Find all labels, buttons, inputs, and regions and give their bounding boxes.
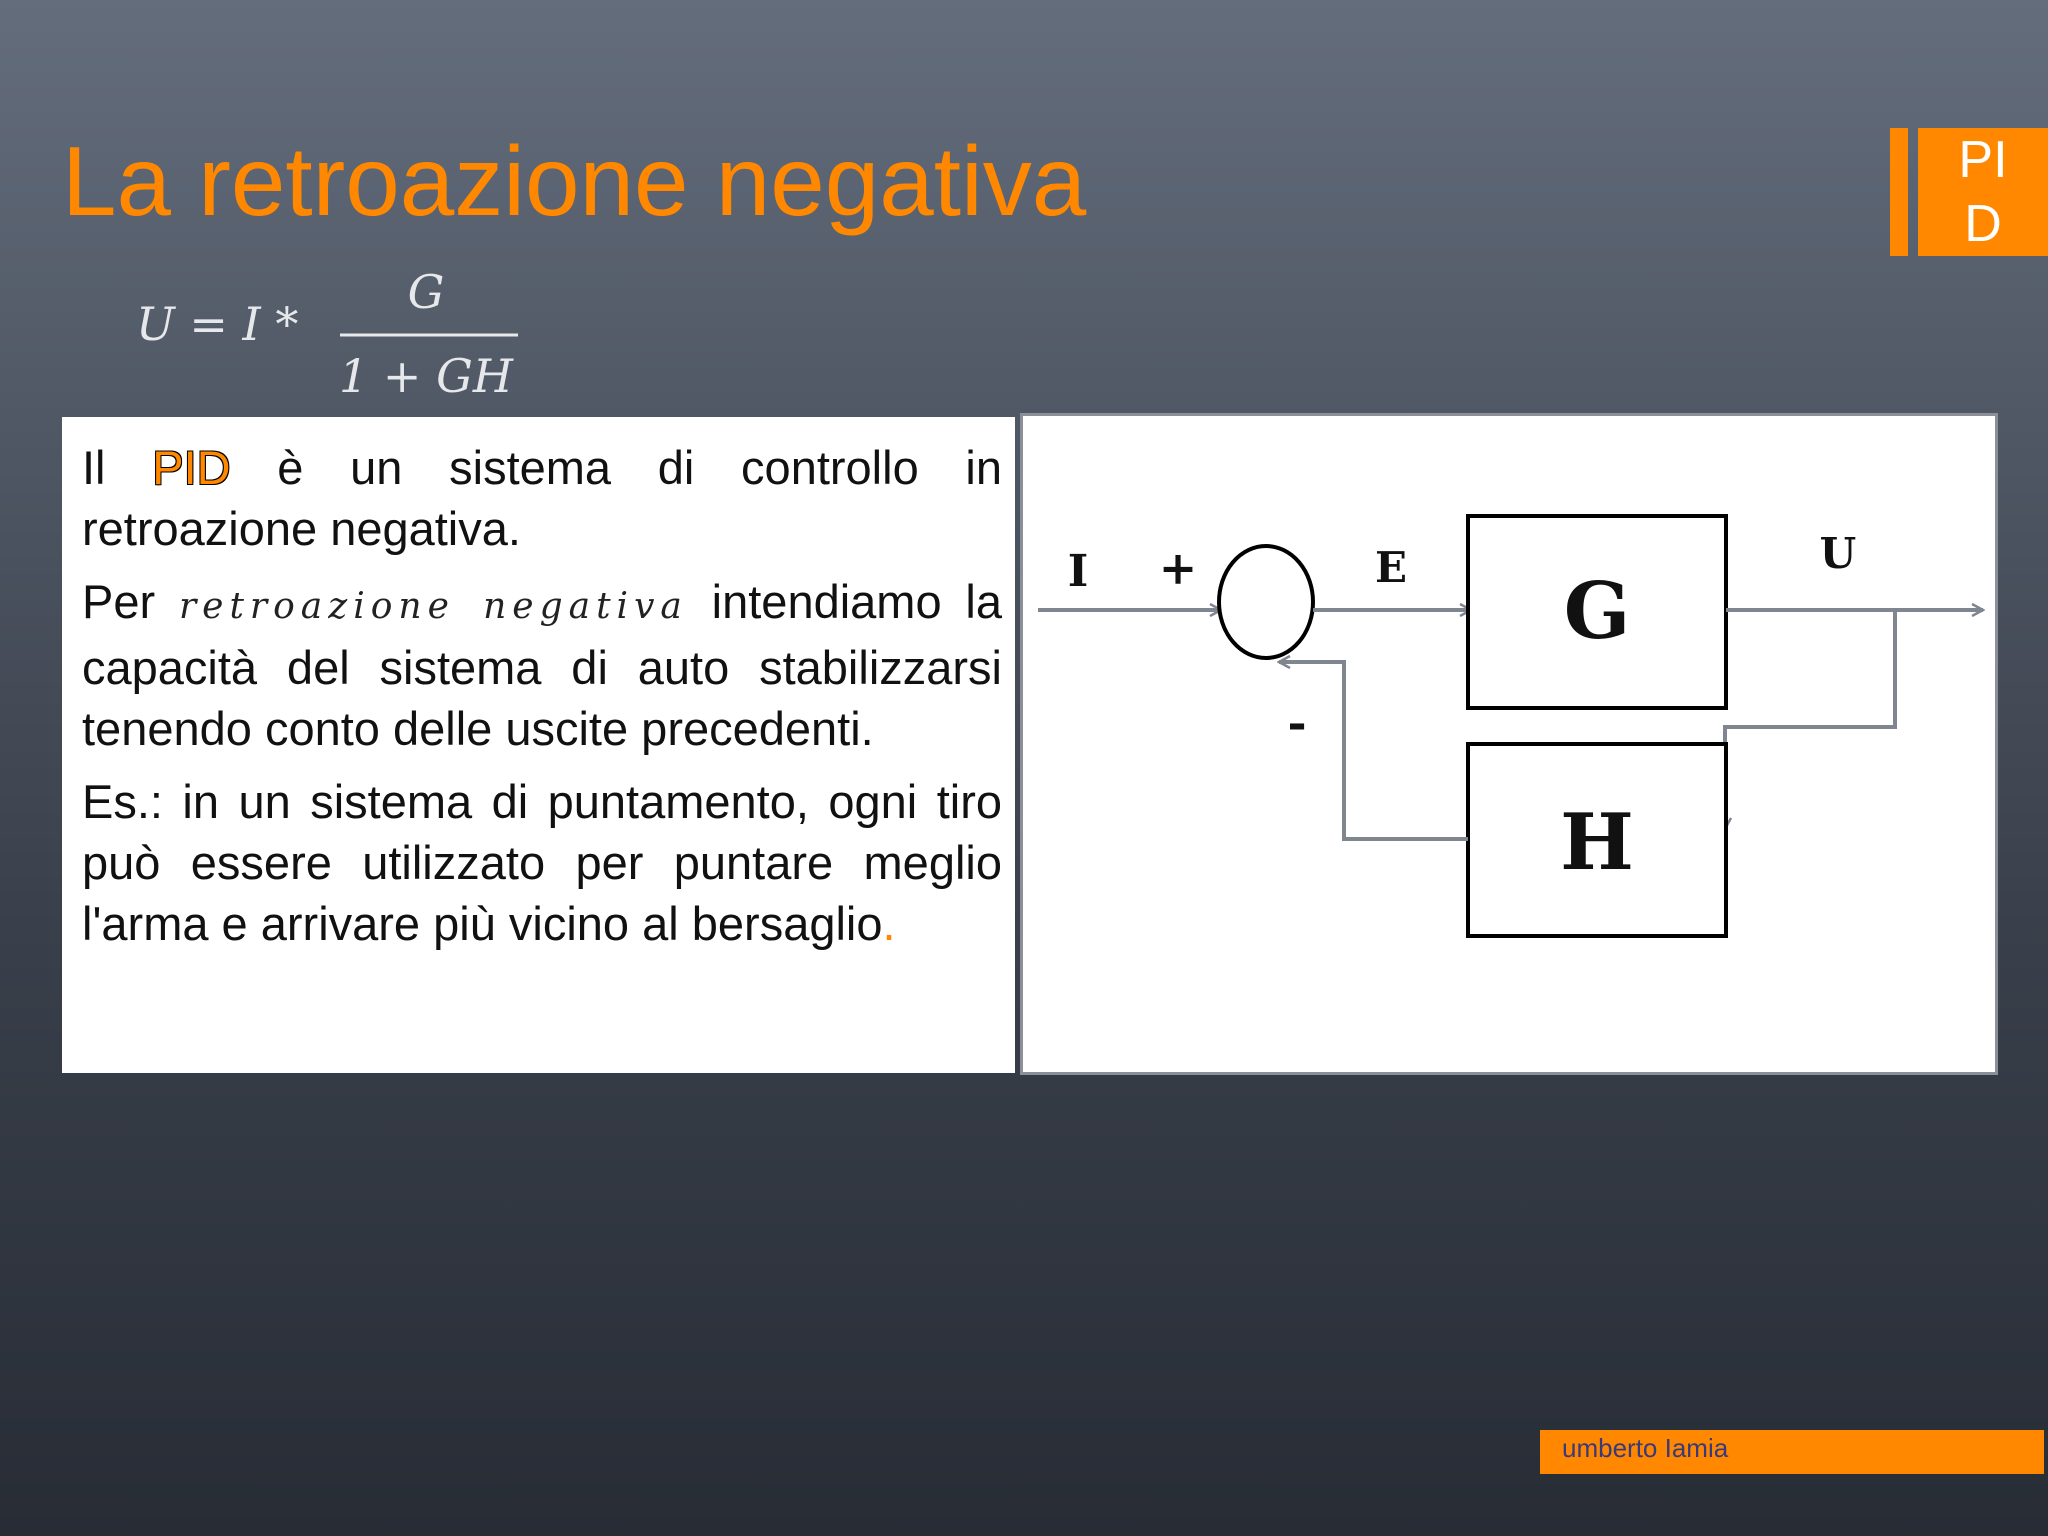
p2-end: intendiamo la capacità del sistema di auto stabilizzarsi tenendo conto delle uscite precedenti.	[82, 575, 1002, 755]
formula-denominator: 1 + GH	[339, 349, 513, 403]
p1-end: è un sistema di controllo in retroazione negativa.	[82, 441, 1002, 555]
p3-text: Es.: in un sistema di puntamento, ogni tiro può essere utilizzato per puntare meglio l'arma e arrivare più vicino al bersaglio	[82, 775, 1002, 950]
text-panel	[62, 417, 1015, 1073]
block-h-label: H	[1560, 797, 1634, 888]
block-diagram-panel	[1020, 413, 1998, 1075]
pid-badge	[1918, 128, 2048, 256]
formula-numerator: G	[407, 265, 445, 319]
feedback-branch-arrow	[1725, 610, 1895, 829]
cursive-term: retroazione negativa	[178, 586, 688, 627]
text-content	[82, 437, 1002, 966]
badge-line-1: PI	[1958, 131, 2008, 189]
p2-start: Per	[82, 575, 179, 628]
badge-line-2: D	[1964, 195, 2002, 253]
block-diagram	[1023, 416, 1995, 1072]
summing-junction	[1219, 546, 1313, 658]
pid-highlight: PID	[152, 441, 231, 494]
paragraph-definition	[82, 571, 1002, 759]
p1-start: Il	[82, 441, 153, 494]
p3-dot: .	[882, 897, 896, 950]
author-footer: umberto Iamia	[1540, 1430, 2044, 1474]
error-label: E	[1374, 543, 1408, 592]
paragraph-example	[82, 771, 1002, 954]
paragraph-pid	[82, 437, 1002, 559]
slide-title: La retroazione negativa	[62, 126, 1087, 236]
minus-label: -	[1287, 696, 1307, 750]
plus-label: +	[1158, 541, 1198, 595]
feedback-return-arrow	[1279, 662, 1468, 839]
output-label: U	[1819, 529, 1857, 578]
formula-lhs: U = I *	[136, 297, 299, 351]
input-label: I	[1067, 546, 1089, 597]
badge-accent-bar	[1890, 128, 1908, 256]
transfer-function-formula	[130, 258, 550, 408]
block-g-label: G	[1563, 566, 1631, 657]
